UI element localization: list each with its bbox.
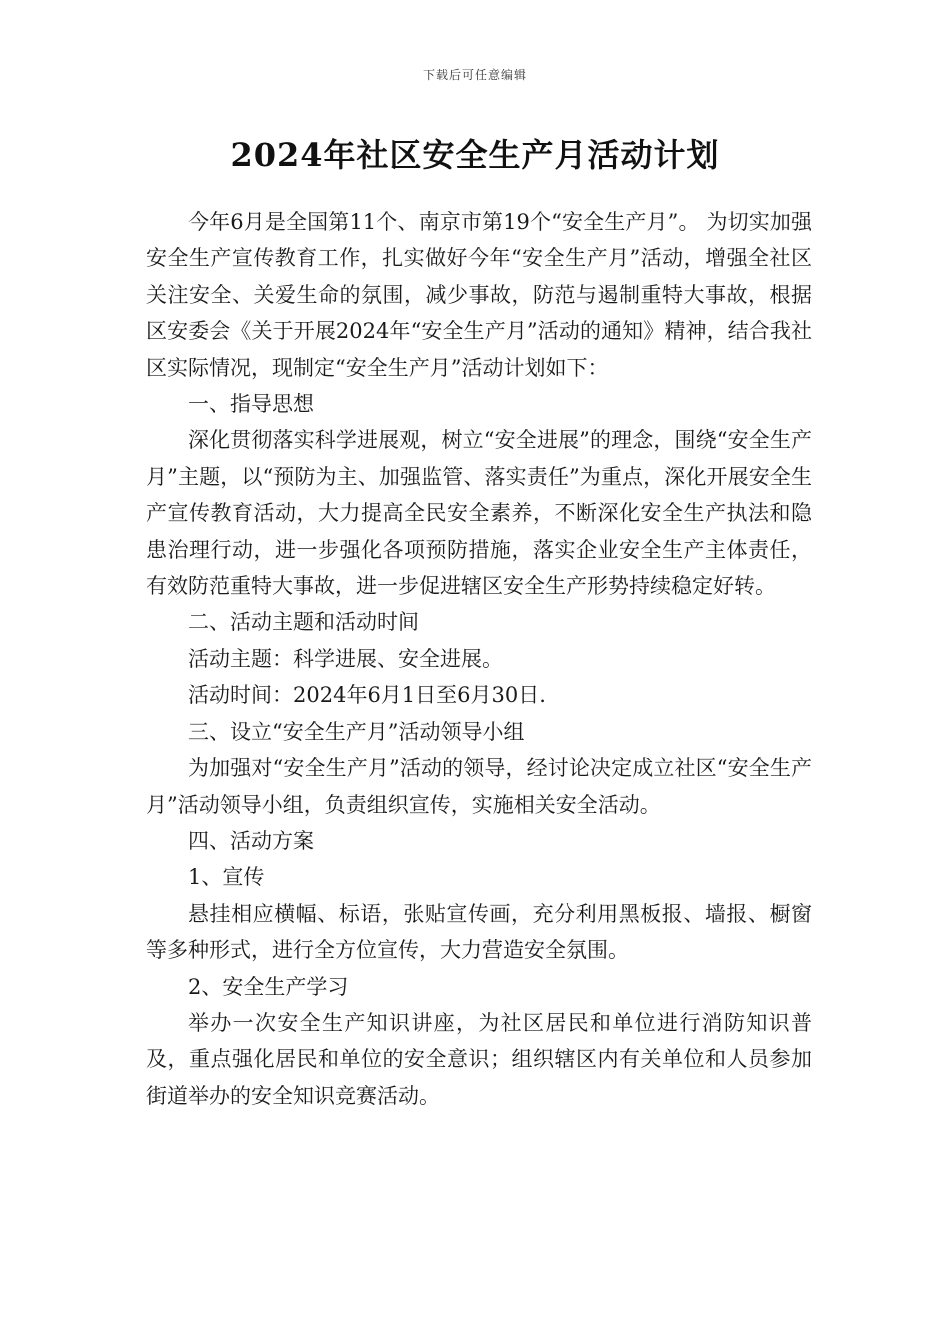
activity-theme-line: 活动主题：科学进展、安全进展。: [188, 646, 503, 671]
activity-time-line: 活动时间：2024年6月1日至6月30日.: [188, 683, 546, 708]
document-title: 2024年社区安全生产月活动计划: [230, 136, 720, 174]
guiding-thought-paragraph: 深化贯彻落实科学进展观，树立“安全进展”的理念，围绕“安全生产月”主题，以“预防为主、加强监管、落实责任”为重点，深化开展安全生产宣传教育活动，大力提高全民安全素养，不断深化安全生产执法和隐患治理行动，进一步强化各项预防措施，落实企业安全生产主体责任，有效防范重特大事故，进一步促进辖区安全生产形势持续稳定好转。: [146, 428, 812, 599]
publicity-paragraph: 悬挂相应横幅、标语，张贴宣传画，充分利用黑板报、墙报、橱窗等多种形式，进行全方位宣传，大力营造安全氛围。: [146, 901, 812, 963]
leadership-group-paragraph: 为加强对“安全生产月”活动的领导，经讨论决定成立社区“安全生产月”活动领导小组，负责组织宣传，实施相关安全活动。: [146, 756, 812, 817]
safety-study-paragraph: 举办一次安全生产知识讲座，为社区居民和单位进行消防知识普及，重点强化居民和单位的安全意识；组织辖区内有关单位和人员参加街道举办的安全知识竞赛活动。: [146, 1010, 812, 1108]
intro-paragraph: 今年6月是全国第11个、南京市第19个“安全生产月”。 为切实加强安全生产宣传教育工作，扎实做好今年“安全生产月”活动，增强全社区关注安全、关爱生命的氛围，减少事故，防范与遏制重特大事故，根据区安委会《关于开展2024年“安全生产月”活动的通知》精神，结合我社区实际情况，现制定“安全生产月”活动计划如下：: [146, 210, 812, 380]
document-body: [146, 204, 812, 1114]
section-heading-guiding-thought: 一、指导思想: [188, 392, 314, 417]
subheading-safety-study: 2、安全生产学习: [188, 974, 349, 999]
section-heading-activity-plan: 四、活动方案: [188, 828, 314, 853]
section-heading-leadership-group: 三、设立“安全生产月”活动领导小组: [188, 719, 525, 744]
header-note: 下载后可任意编辑: [422, 68, 527, 82]
subheading-publicity: 1、宣传: [188, 865, 265, 890]
section-heading-theme-time: 二、活动主题和活动时间: [188, 610, 419, 635]
